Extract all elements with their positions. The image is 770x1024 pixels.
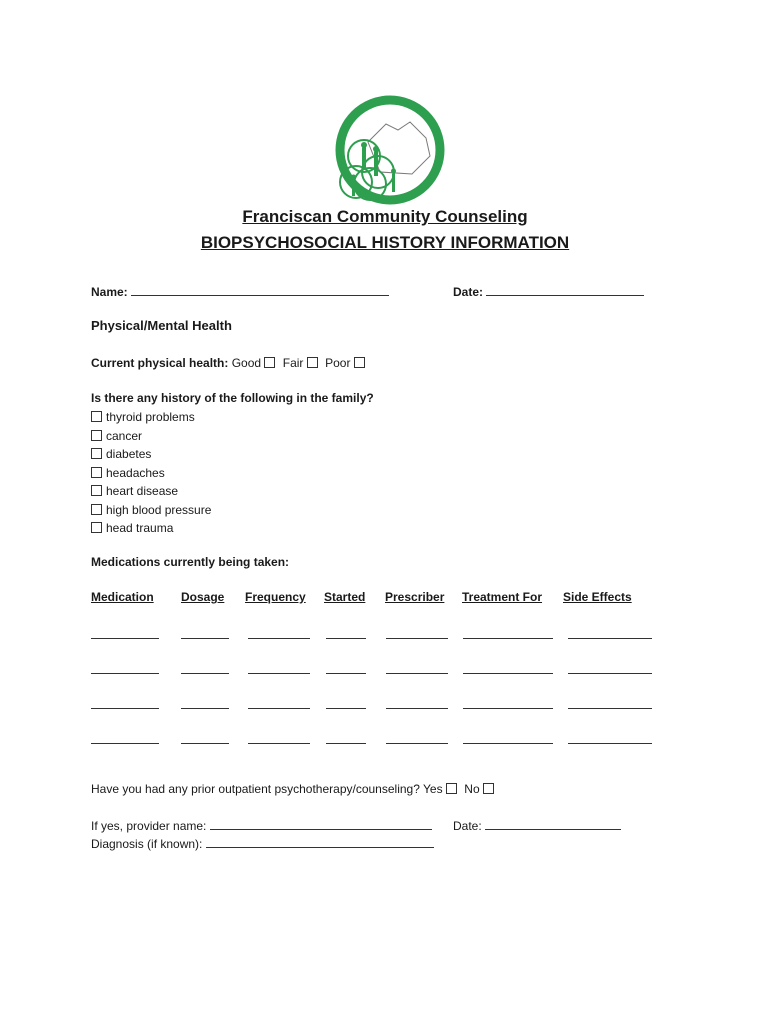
item-label: cancer bbox=[106, 428, 143, 443]
checkbox-yes[interactable] bbox=[446, 783, 457, 794]
col-header-treatment-for: Treatment For bbox=[462, 590, 543, 604]
medication-blank-cell[interactable] bbox=[91, 742, 159, 744]
medication-blank-cell[interactable] bbox=[248, 742, 310, 744]
checkbox[interactable] bbox=[91, 485, 102, 496]
medication-blank-cell[interactable] bbox=[181, 707, 229, 709]
medication-blank-cell[interactable] bbox=[463, 707, 553, 709]
current-health-label: Current physical health: bbox=[91, 356, 229, 370]
date-field[interactable] bbox=[453, 283, 644, 299]
medication-blank-cell[interactable] bbox=[326, 672, 366, 674]
checkbox[interactable] bbox=[91, 448, 102, 459]
provider-name-field[interactable] bbox=[91, 817, 432, 833]
checkbox[interactable] bbox=[91, 411, 102, 422]
medication-blank-cell[interactable] bbox=[326, 707, 366, 709]
col-header-prescriber: Prescriber bbox=[385, 590, 445, 604]
provider-name-input-line[interactable] bbox=[210, 817, 432, 830]
provider-date-field[interactable] bbox=[453, 817, 621, 833]
medications-heading: Medications currently being taken: bbox=[91, 555, 290, 569]
prior-therapy-question: Have you had any prior outpatient psychotherapy/counseling? bbox=[91, 782, 420, 796]
medication-blank-cell[interactable] bbox=[91, 707, 159, 709]
item-label: high blood pressure bbox=[106, 502, 212, 517]
medication-blank-cell[interactable] bbox=[463, 672, 553, 674]
list-item[interactable] bbox=[91, 519, 211, 538]
item-label: headaches bbox=[106, 465, 165, 480]
medication-blank-cell[interactable] bbox=[386, 742, 448, 744]
form-title: BIOPSYCHOSOCIAL HISTORY INFORMATION bbox=[200, 233, 570, 252]
date-input-line[interactable] bbox=[486, 283, 644, 296]
medication-blank-cell[interactable] bbox=[463, 637, 553, 639]
medication-blank-cell[interactable] bbox=[181, 637, 229, 639]
medication-blank-cell[interactable] bbox=[568, 672, 652, 674]
diagnosis-field[interactable] bbox=[91, 835, 434, 851]
family-history-list bbox=[91, 408, 211, 538]
name-input-line[interactable] bbox=[131, 283, 389, 296]
organization-name: Franciscan Community Counseling bbox=[242, 207, 528, 226]
item-label: head trauma bbox=[106, 521, 174, 535]
list-item[interactable] bbox=[91, 464, 211, 483]
medication-blank-cell[interactable] bbox=[181, 742, 229, 744]
medication-blank-cell[interactable] bbox=[386, 637, 448, 639]
medication-blank-cell[interactable] bbox=[248, 637, 310, 639]
family-history-question: Is there any history of the following in the family? bbox=[91, 391, 374, 405]
item-label: thyroid problems bbox=[106, 410, 195, 424]
list-item[interactable] bbox=[91, 408, 211, 427]
current-health-row bbox=[91, 356, 369, 370]
medication-blank-cell[interactable] bbox=[568, 707, 652, 709]
name-label: Name: bbox=[91, 285, 128, 299]
section-heading-physical-mental: Physical/Mental Health bbox=[91, 318, 232, 333]
medication-blank-cell[interactable] bbox=[181, 672, 229, 674]
col-header-side-effects: Side Effects bbox=[563, 590, 632, 604]
item-label: diabetes bbox=[106, 447, 152, 461]
name-field[interactable] bbox=[91, 283, 389, 299]
list-item[interactable] bbox=[91, 501, 211, 520]
diagnosis-input-line[interactable] bbox=[206, 835, 434, 848]
medication-blank-cell[interactable] bbox=[568, 637, 652, 639]
provider-date-input-line[interactable] bbox=[485, 817, 621, 830]
prior-therapy-row bbox=[91, 782, 498, 796]
date-label: Date: bbox=[453, 285, 484, 299]
list-item[interactable] bbox=[91, 482, 211, 501]
medication-blank-cell[interactable] bbox=[326, 637, 366, 639]
list-item[interactable] bbox=[91, 427, 211, 446]
provider-name-label: If yes, provider name: bbox=[91, 819, 207, 833]
col-header-medication: Medication bbox=[91, 590, 154, 604]
medication-blank-cell[interactable] bbox=[248, 672, 310, 674]
checkbox[interactable] bbox=[91, 522, 102, 533]
col-header-frequency: Frequency bbox=[245, 590, 306, 604]
medication-blank-cell[interactable] bbox=[91, 672, 159, 674]
medication-blank-cell[interactable] bbox=[568, 742, 652, 744]
health-option-fair: Fair bbox=[282, 356, 304, 370]
checkbox-poor[interactable] bbox=[354, 357, 365, 368]
health-option-poor: Poor bbox=[325, 356, 351, 370]
medication-blank-cell[interactable] bbox=[91, 637, 159, 639]
medication-blank-cell[interactable] bbox=[326, 742, 366, 744]
col-header-dosage: Dosage bbox=[181, 590, 225, 604]
provider-date-label: Date: bbox=[453, 819, 482, 833]
no-label: No bbox=[464, 782, 480, 796]
medication-blank-cell[interactable] bbox=[386, 707, 448, 709]
checkbox-no[interactable] bbox=[483, 783, 494, 794]
health-option-good: Good bbox=[231, 356, 262, 370]
organization-logo bbox=[326, 94, 450, 206]
medication-blank-cell[interactable] bbox=[386, 672, 448, 674]
item-label: heart disease bbox=[106, 484, 179, 498]
checkbox-fair[interactable] bbox=[307, 357, 318, 368]
checkbox[interactable] bbox=[91, 467, 102, 478]
checkbox[interactable] bbox=[91, 504, 102, 515]
medication-blank-cell[interactable] bbox=[248, 707, 310, 709]
list-item[interactable] bbox=[91, 445, 211, 464]
yes-label: Yes bbox=[423, 782, 443, 796]
diagnosis-label: Diagnosis (if known): bbox=[91, 837, 203, 851]
medication-blank-cell[interactable] bbox=[463, 742, 553, 744]
checkbox-good[interactable] bbox=[264, 357, 275, 368]
checkbox[interactable] bbox=[91, 430, 102, 441]
col-header-started: Started bbox=[324, 590, 366, 604]
